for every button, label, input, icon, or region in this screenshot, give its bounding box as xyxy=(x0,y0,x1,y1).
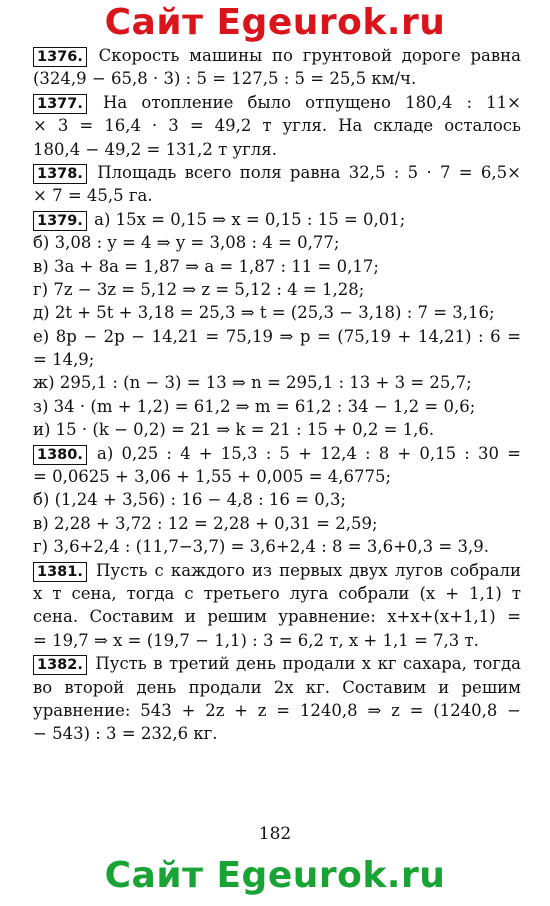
problem-1381-line-4: = 19,7 ⇒ x = (19,7 − 1,1) : 3 = 6,2 т, x + 1,1 = 7,3 т. xyxy=(33,630,479,650)
problem-1379-line-1: 1379. а) 15x = 0,15 ⇒ x = 0,15 : 15 = 0,01; xyxy=(33,208,521,231)
problem-1379-line-5: д) 2t + 5t + 3,18 = 25,3 ⇒ t = (25,3 − 3,18) : 7 = 3,16; xyxy=(33,303,495,323)
problem-1377-line-1: 1377. На отопление было отпущено 180,4 : 11× xyxy=(33,91,521,114)
problem-number: 1382. xyxy=(33,655,87,675)
problem-1380-line-1: 1380. а) 0,25 : 4 + 15,3 : 5 + 12,4 : 8 + 0,15 : 30 = xyxy=(33,442,521,465)
problem-1379-line-9: з) 34 · (m + 1,2) = 61,2 ⇒ m = 61,2 : 34 − 1,2 = 0,6; xyxy=(33,396,476,416)
page-number: 182 xyxy=(258,824,292,844)
problem-1379-line-7: = 14,9; xyxy=(33,350,95,370)
problem-number: 1378. xyxy=(33,164,87,184)
problem-1377-line-2: × 3 = 16,4 · 3 = 49,2 т угля. На складе осталось xyxy=(33,116,521,136)
site-banner-bottom: Сайт Egeurok.ru xyxy=(104,855,446,896)
solutions-content xyxy=(33,44,521,746)
problem-1379-line-6: е) 8p − 2p − 14,21 = 75,19 ⇒ p = (75,19 + 14,21) : 6 = xyxy=(33,326,521,346)
problem-number: 1379. xyxy=(33,211,87,231)
problem-1380-line-3: б) (1,24 + 3,56) : 16 − 4,8 : 16 = 0,3; xyxy=(33,490,347,510)
problem-1380-line-5: г) 3,6+2,4 : (11,7−3,7) = 3,6+2,4 : 8 = 3,6+0,3 = 3,9. xyxy=(33,537,489,557)
problem-1380-line-2: = 0,0625 + 3,06 + 1,55 + 0,005 = 4,6775; xyxy=(33,467,392,487)
problem-1381-line-3: сена. Составим и решим уравнение: x+x+(x+1,1) = xyxy=(33,607,521,627)
problem-1381-line-2: x т сена, тогда с третьего луга собрали (x + 1,1) т xyxy=(33,583,521,603)
problem-1381-line-1: 1381. Пусть с каждого из первых двух лугов собрали xyxy=(33,559,521,582)
problem-1376-line-2: (324,9 − 65,8 · 3) : 5 = 127,5 : 5 = 25,5 км/ч. xyxy=(33,69,417,89)
problem-1379-line-4: г) 7z − 3z = 5,12 ⇒ z = 5,12 : 4 = 1,28; xyxy=(33,279,365,299)
problem-1382-line-3: уравнение: 543 + 2z + z = 1240,8 ⇒ z = (1240,8 − xyxy=(33,700,521,720)
problem-1378-line-2: × 7 = 45,5 га. xyxy=(33,186,153,206)
problem-number: 1381. xyxy=(33,562,87,582)
problem-number: 1377. xyxy=(33,94,87,114)
problem-1378-line-1: 1378. Площадь всего поля равна 32,5 : 5 · 7 = 6,5× xyxy=(33,161,521,184)
problem-number: 1380. xyxy=(33,445,87,465)
problem-1376-line-1: 1376. Скорость машины по грунтовой дороге равна xyxy=(33,44,521,67)
problem-1379-line-2: б) 3,08 : y = 4 ⇒ y = 3,08 : 4 = 0,77; xyxy=(33,233,340,253)
problem-1382-line-4: − 543) : 3 = 232,6 кг. xyxy=(33,724,218,744)
problem-1379-line-8: ж) 295,1 : (n − 3) = 13 ⇒ n = 295,1 : 13 + 3 = 25,7; xyxy=(33,373,472,393)
problem-1377-line-3: 180,4 − 49,2 = 131,2 т угля. xyxy=(33,139,277,159)
problem-1379-line-10: и) 15 · (k − 0,2) = 21 ⇒ k = 21 : 15 + 0,2 = 1,6. xyxy=(33,420,435,440)
problem-number: 1376. xyxy=(33,47,87,67)
problem-1382-line-1: 1382. Пусть в третий день продали x кг сахара, тогда xyxy=(33,652,521,675)
problem-1382-line-2: во второй день продали 2x кг. Составим и решим xyxy=(33,677,521,697)
problem-1379-line-3: в) 3a + 8a = 1,87 ⇒ a = 1,87 : 11 = 0,17; xyxy=(33,256,379,276)
problem-1380-line-4: в) 2,28 + 3,72 : 12 = 2,28 + 0,31 = 2,59; xyxy=(33,513,378,533)
site-banner-top: Сайт Egeurok.ru xyxy=(104,2,446,43)
